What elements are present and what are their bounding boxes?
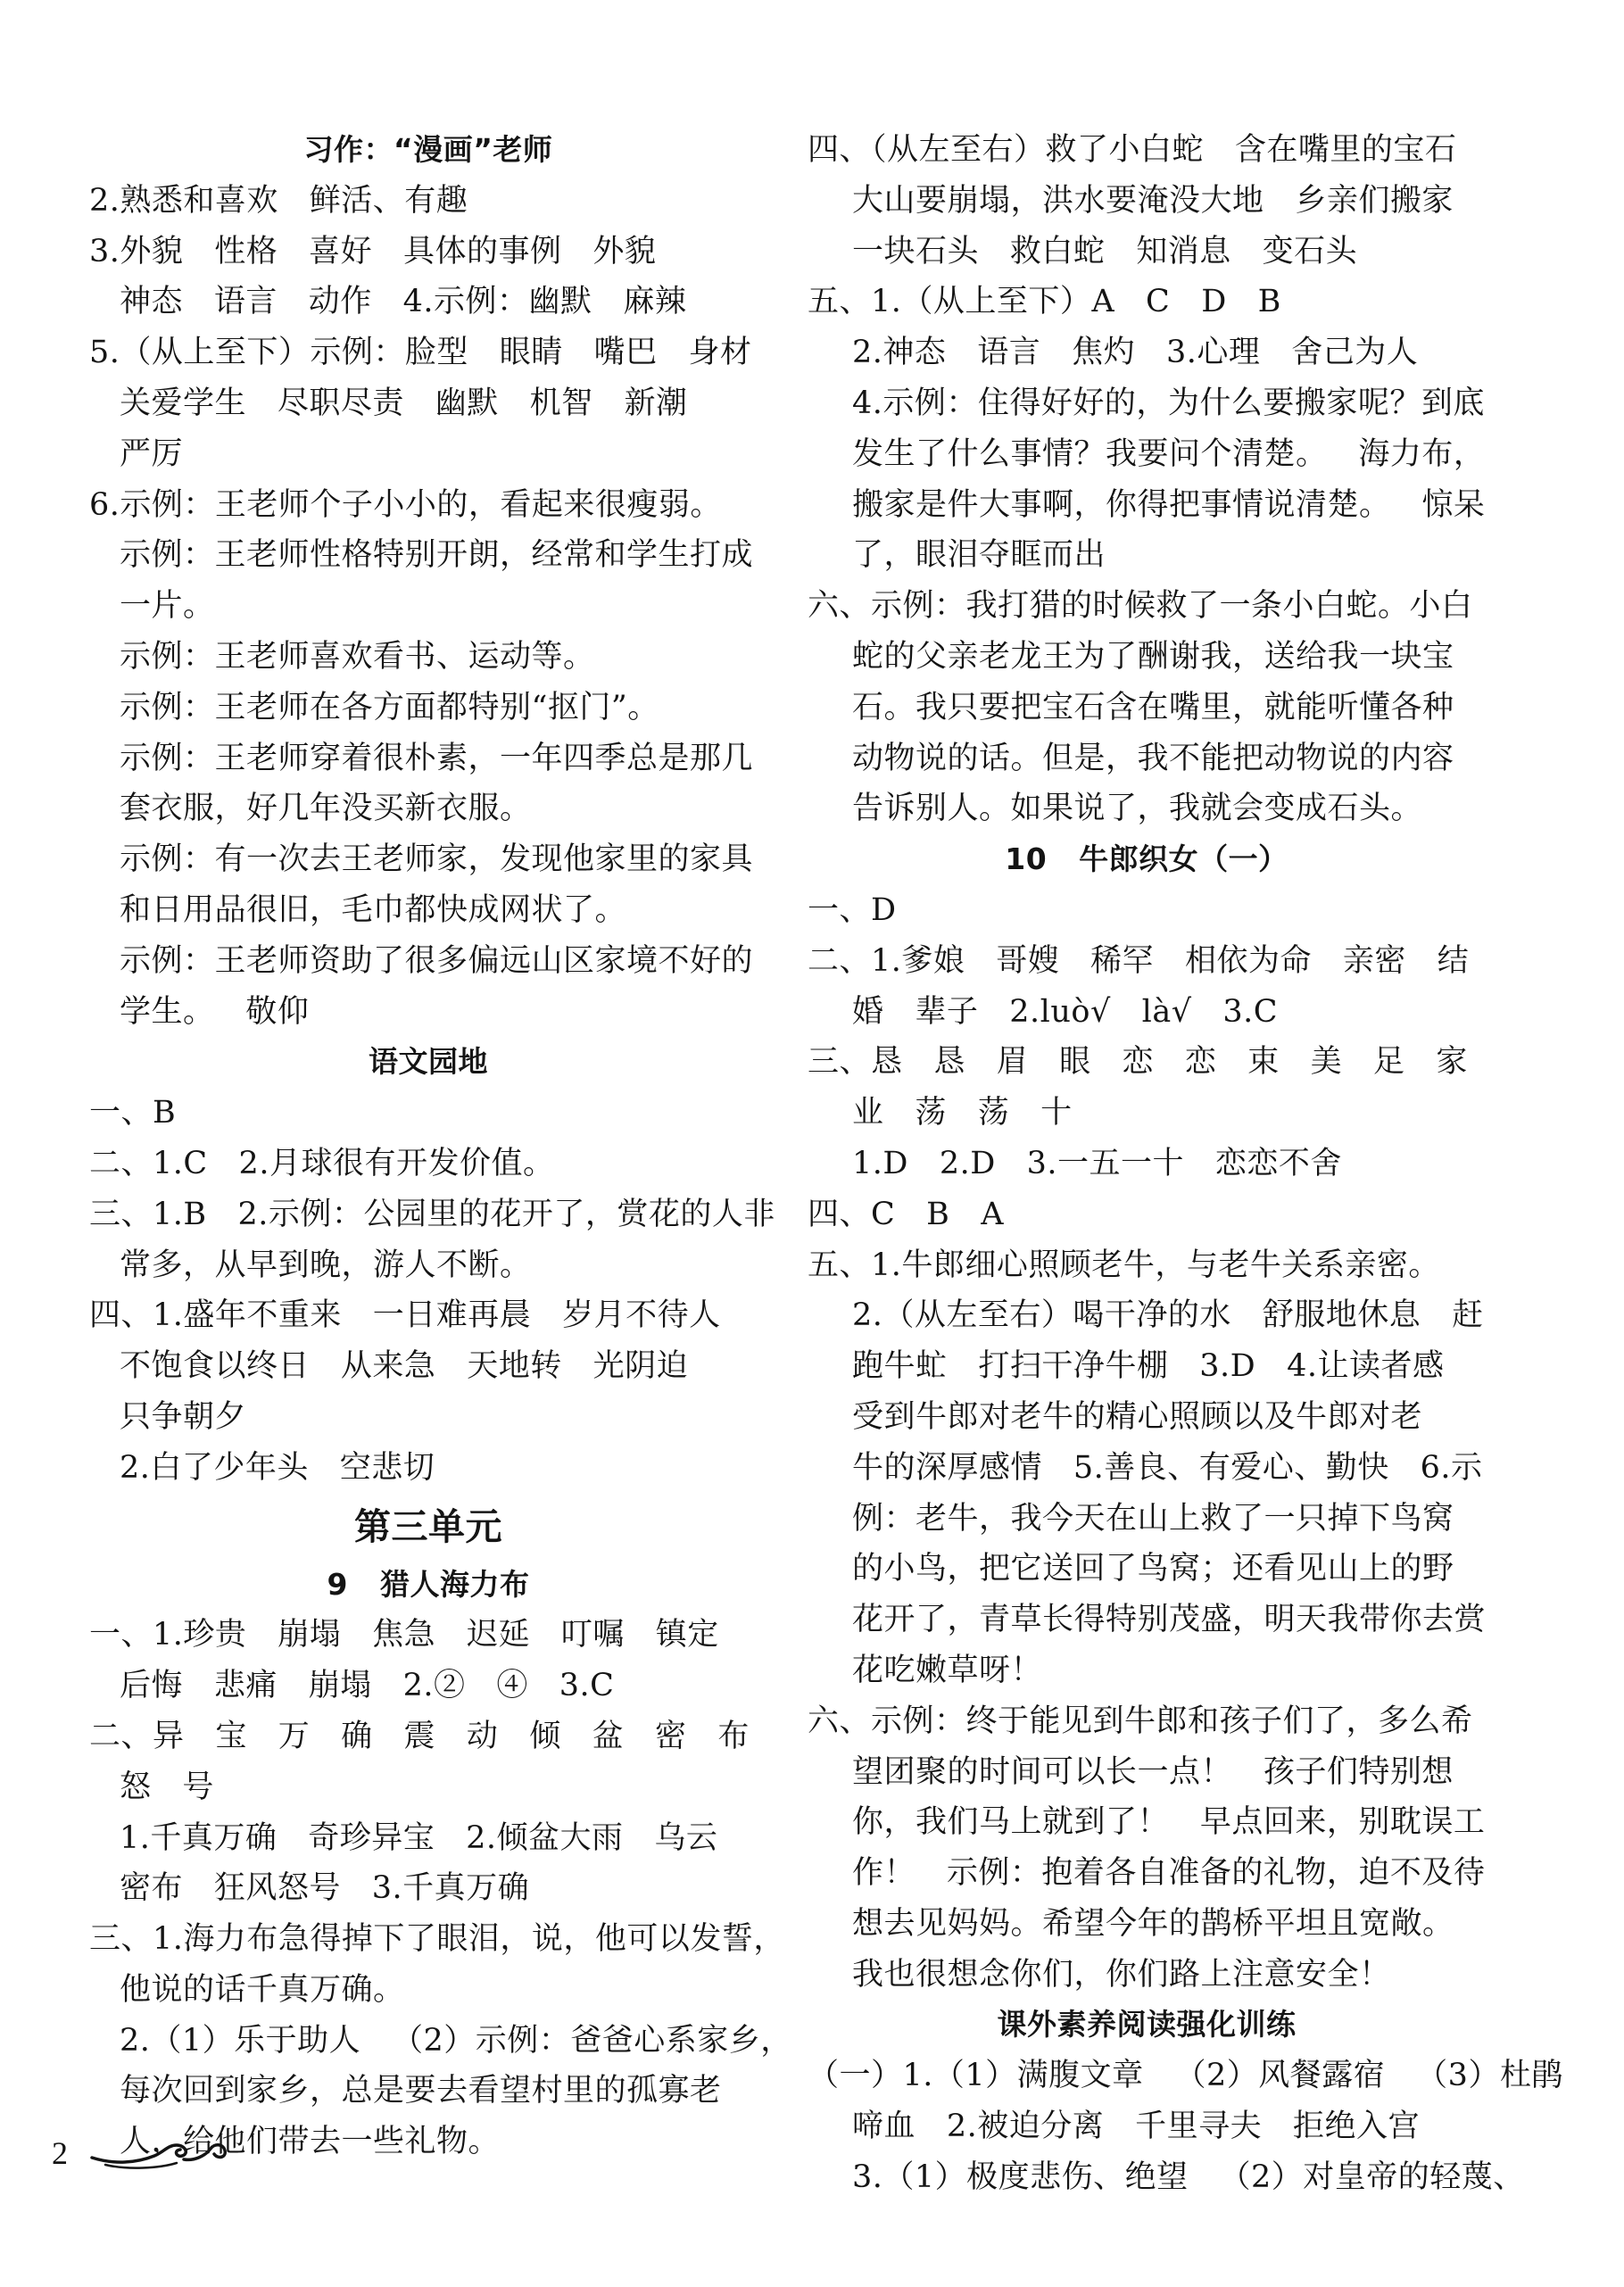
answer-line: 四、1.盛年不重来 一日难再晨 岁月不待人 — [89, 1297, 721, 1334]
answer-line: 蛇的父亲老龙王为了酬谢我，送给我一块宝 — [852, 638, 1454, 675]
answer-line: 2.（从左至右）喝干净的水 舒服地休息 赶 — [852, 1297, 1484, 1334]
answer-line: 五、1.牛郎细心照顾老牛，与老牛关系亲密。 — [808, 1247, 1440, 1283]
answer-line: 告诉别人。如果说了，我就会变成石头。 — [852, 791, 1423, 827]
answer-line: 你，我们马上就到了！ 早点回来，别耽误工 — [852, 1804, 1486, 1841]
answer-line: 人，给他们带去一些礼物。 — [120, 2124, 501, 2160]
answer-line: 一、D — [808, 891, 897, 928]
answer-line: 密布 狂风怒号 3.千真万确 — [120, 1870, 530, 1907]
answer-line: 六、示例：我打猎的时候救了一条小白蛇。小白 — [808, 588, 1473, 625]
section-heading: 10 牛郎织女（一） — [1005, 841, 1288, 877]
answer-line: 二、异 宝 万 确 震 动 倾 盆 密 布 — [89, 1718, 750, 1754]
answer-line: 每次回到家乡，总是要去看望村里的孤寡老 — [120, 2073, 722, 2109]
answer-line: 示例：王老师在各方面都特别“抠门”。 — [120, 689, 659, 725]
answer-line: 后悔 悲痛 崩塌 2.② ④ 3.C — [120, 1668, 615, 1704]
section-heading: 9 猎人海力布 — [327, 1566, 530, 1602]
answer-line: 和日用品很旧，毛巾都快成网状了。 — [120, 891, 627, 928]
answer-line: 的小鸟，把它送回了鸟窝；还看见山上的野 — [852, 1551, 1454, 1587]
answer-line: 业 荡 荡 十 — [852, 1095, 1073, 1131]
answer-line: 示例：王老师性格特别开朗，经常和学生打成 — [120, 537, 754, 574]
answer-line: 四、（从左至右）救了小白蛇 含在嘴里的宝石 — [808, 132, 1457, 168]
cloud-ornament-icon — [87, 2129, 230, 2174]
answer-line: 2.熟悉和喜欢 鲜活、有趣 — [89, 182, 468, 219]
answer-line: 严厉 — [120, 435, 184, 472]
answer-line: 牛的深厚感情 5.善良、有爱心、勤快 6.示 — [852, 1449, 1483, 1486]
answer-line: 大山要崩塌，洪水要淹没大地 乡亲们搬家 — [852, 182, 1454, 219]
answer-line: 例：老牛，我今天在山上救了一只掉下鸟窝 — [852, 1500, 1454, 1537]
answer-line: 受到牛郎对老牛的精心照顾以及牛郎对老 — [852, 1398, 1423, 1435]
answer-line: 示例：王老师资助了很多偏远山区家境不好的 — [120, 942, 754, 979]
answer-line: 跑牛虻 打扫干净牛棚 3.D 4.让读者感 — [852, 1348, 1445, 1385]
answer-line: 三、1.B 2.示例：公园里的花开了，赏花的人非 — [89, 1196, 775, 1232]
answer-line: 石。我只要把宝石含在嘴里，就能听懂各种 — [852, 689, 1454, 725]
answer-line: 3.外貌 性格 喜好 具体的事例 外貌 — [89, 233, 657, 269]
answer-line: 2.神态 语言 焦灼 3.心理 舍己为人 — [852, 335, 1419, 371]
answer-line: 了，眼泪夺眶而出 — [852, 537, 1106, 574]
answer-line: 一、1.珍贵 崩塌 焦急 迟延 叮嘱 镇定 — [89, 1617, 719, 1653]
answer-line: 六、示例：终于能见到牛郎和孩子们了，多么希 — [808, 1703, 1473, 1739]
answer-line: 作！ 示例：抱着各自准备的礼物，迫不及待 — [852, 1855, 1486, 1892]
answer-line: 常多，从早到晚，游人不断。 — [120, 1247, 532, 1283]
answer-line: 发生了什么事情？我要问个清楚。 海力布， — [852, 435, 1486, 472]
answer-line: 1.千真万确 奇珍异宝 2.倾盆大雨 乌云 — [120, 1819, 718, 1856]
answer-line: 关爱学生 尽职尽责 幽默 机智 新潮 — [120, 385, 688, 421]
answer-line: 三、恳 恳 眉 眼 恋 恋 束 美 足 家 — [808, 1044, 1468, 1081]
answer-line: 想去见妈妈。希望今年的鹊桥平坦且宽敞。 — [852, 1905, 1454, 1942]
answer-line: 四、C B A — [808, 1196, 1005, 1232]
answer-line: 一、B — [89, 1095, 177, 1131]
left-column — [89, 125, 792, 2167]
answer-line: 套衣服，好几年没买新衣服。 — [120, 791, 532, 827]
section-heading: 语文园地 — [369, 1044, 488, 1080]
answer-line: 一块石头 救白蛇 知消息 变石头 — [852, 233, 1358, 269]
answer-line: 花吃嫩草呀！ — [852, 1652, 1043, 1688]
answer-line: 只争朝夕 — [120, 1398, 247, 1435]
answer-line: 二、1.爹娘 哥嫂 稀罕 相依为命 亲密 结 — [808, 942, 1470, 979]
answer-line: 啼血 2.被迫分离 千里寻夫 拒绝入宫 — [852, 2109, 1421, 2145]
answer-line: 二、1.C 2.月球很有开发价值。 — [89, 1145, 555, 1181]
answer-line: 示例：王老师喜欢看书、运动等。 — [120, 638, 595, 675]
answer-line: 不饱食以终日 从来急 天地转 光阴迫 — [120, 1348, 689, 1385]
unit-title: 第三单元 — [354, 1504, 502, 1548]
answer-line: 五、1.（从上至下）A C D B — [808, 284, 1281, 320]
section-heading: 习作：“漫画”老师 — [303, 132, 553, 167]
answer-line: （一）1.（1）满腹文章 （2）风餐露宿 （3）杜鹃 — [808, 2058, 1563, 2094]
answer-line: 望团聚的时间可以长一点！ 孩子们特别想 — [852, 1753, 1454, 1790]
answer-line: 三、1.海力布急得掉下了眼泪，说，他可以发誓， — [89, 1921, 785, 1958]
section-heading: 课外素养阅读强化训练 — [997, 2007, 1297, 2043]
right-column — [808, 125, 1563, 2203]
page-number: 2 — [52, 2135, 68, 2171]
answer-line: 4.示例：住得好好的，为什么要搬家呢？到底 — [852, 385, 1485, 421]
answer-line: 示例：王老师穿着很朴素，一年四季总是那几 — [120, 740, 754, 776]
answer-line: 一片。 — [120, 588, 215, 625]
answer-line: 5.（从上至下）示例：脸型 眼睛 嘴巴 身材 — [89, 335, 752, 371]
answer-line: 神态 语言 动作 4.示例：幽默 麻辣 — [120, 284, 687, 320]
answer-line: 6.示例：王老师个子小小的，看起来很瘦弱。 — [89, 486, 722, 523]
answer-line: 1.D 2.D 3.一五一十 恋恋不舍 — [852, 1145, 1342, 1181]
answer-line: 2.（1）乐于助人 （2）示例：爸爸心系家乡， — [120, 2022, 792, 2059]
answer-line: 示例：有一次去王老师家，发现他家里的家具 — [120, 841, 754, 878]
answer-line: 2.白了少年头 空悲切 — [120, 1449, 435, 1486]
answer-line: 他说的话千真万确。 — [120, 1971, 405, 2008]
answer-line: 我也很想念你们，你们路上注意安全！ — [852, 1956, 1391, 1993]
answer-line: 怒 号 — [120, 1769, 214, 1805]
answer-line: 婚 辈子 2.luò√ là√ 3.C — [852, 993, 1279, 1030]
answer-line: 3.（1）极度悲伤、绝望 （2）对皇帝的轻蔑、 — [852, 2159, 1525, 2195]
answer-line: 搬家是件大事啊，你得把事情说清楚。 惊呆 — [852, 486, 1486, 523]
answer-line: 动物说的话。但是，我不能把动物说的内容 — [852, 740, 1454, 776]
answer-line: 花开了，青草长得特别茂盛，明天我带你去赏 — [852, 1602, 1487, 1638]
answer-line: 学生。 敬仰 — [120, 993, 310, 1030]
